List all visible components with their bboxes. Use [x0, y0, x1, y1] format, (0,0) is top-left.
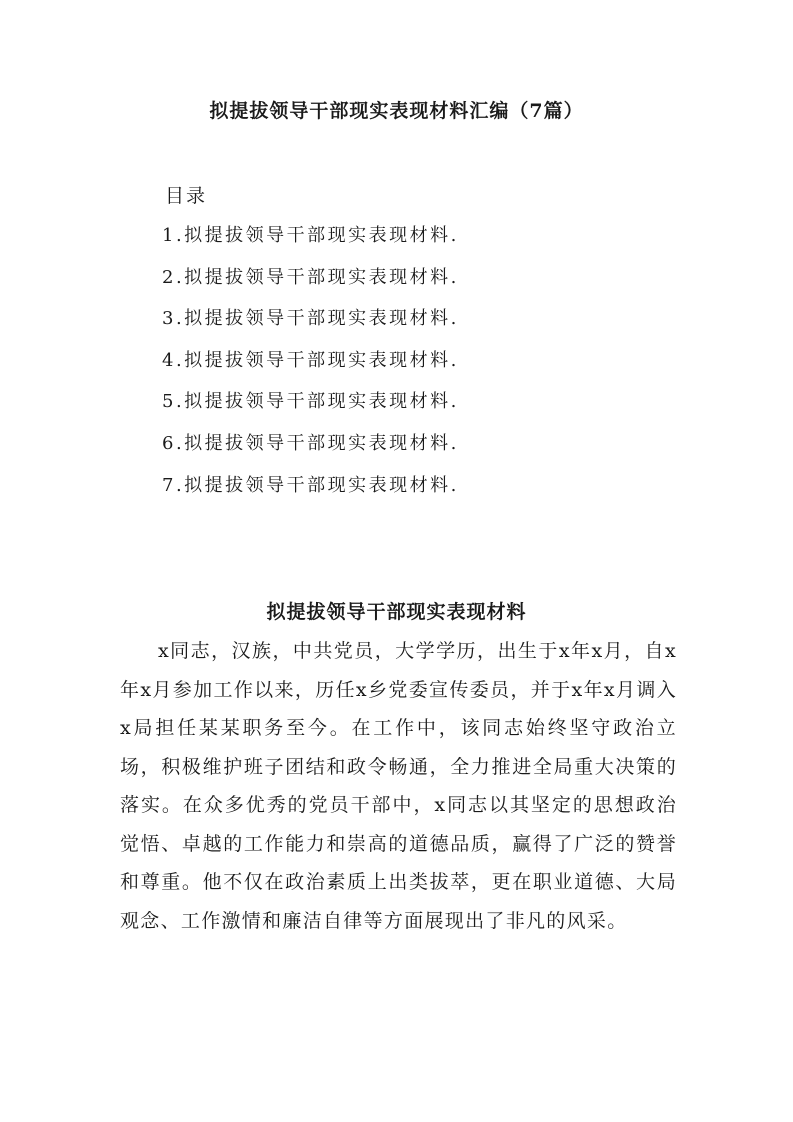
toc-item: 2.拟提拔领导干部现实表现材料.	[162, 266, 459, 288]
toc-heading: 目录	[165, 185, 208, 207]
toc-item: 6.拟提拔领导干部现实表现材料.	[162, 432, 459, 454]
toc-item: 7.拟提拔领导干部现实表现材料.	[162, 474, 459, 496]
table-of-contents	[162, 222, 459, 513]
toc-item: 1.拟提拔领导干部现实表现材料.	[162, 225, 459, 246]
toc-item: 5.拟提拔领导干部现实表现材料.	[162, 391, 459, 413]
document-title: 拟提拔领导干部现实表现材料汇编（7篇）	[209, 100, 584, 122]
toc-item: 3.拟提拔领导干部现实表现材料.	[162, 308, 459, 330]
body-paragraph: x同志，汉族，中共党员，大学学历，出生于x年x月，自x年x月参加工作以来，历任x乡党委宣传委员，并于x年x月调入x局担任某某职务至今。在工作中，该同志始终坚守政治立场，积极维护班子团结和政令畅通，全力推进全局重大决策的落实。在众多优秀的党员干部中，x同志以其坚定的思想政治觉悟、卓越的工作能力和崇高的道德品质，赢得了广泛的赞誉和尊重。他不仅在政治素质上出类拔萃，更在职业道德、大局观念、工作激情和廉洁自律等方面展现出了非凡的风采。	[120, 640, 677, 932]
toc-item: 4.拟提拔领导干部现实表现材料.	[162, 349, 459, 371]
section-title: 拟提拔领导干部现实表现材料	[266, 601, 527, 623]
